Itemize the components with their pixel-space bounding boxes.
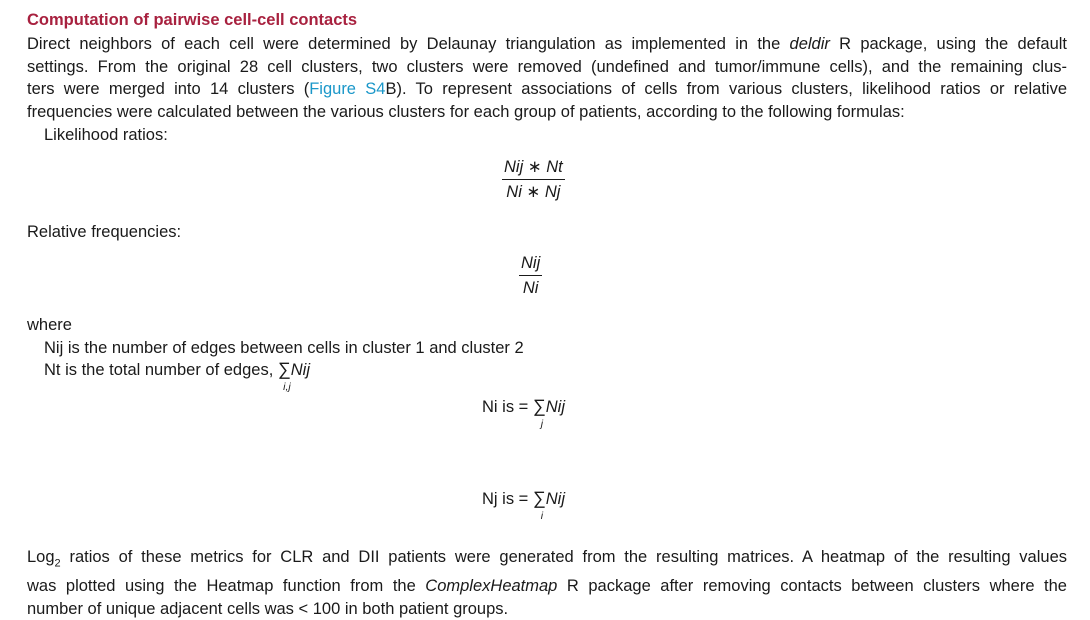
nj-sum	[533, 488, 565, 521]
nt-definition	[44, 359, 310, 392]
relative-formula	[519, 253, 542, 298]
sum-index: i	[540, 509, 544, 522]
text-run: B). To represent associations of cells from various clusters, likelihood ratios or relative	[385, 80, 1067, 99]
nij-definition: Nij is the number of edges between cells in cluster 1 and cluster 2	[44, 339, 524, 357]
sum-variable: Nij	[545, 398, 565, 416]
ni-text: Ni is =	[482, 398, 533, 416]
sigma-icon: ∑	[532, 396, 546, 416]
sigma-icon: ∑	[532, 488, 546, 508]
relative-label: Relative frequencies:	[27, 223, 182, 241]
text-run: ratios of these metrics for CLR and DII patients were generated from the resulting matrices. A heatmap of the resulting values	[60, 548, 1067, 566]
text-run: Direct neighbors of each cell were determined by Delaunay triangulation as implemented in the	[27, 35, 790, 53]
text-run: Log	[27, 548, 55, 566]
text-run: R package after removing contacts between clusters where the	[557, 577, 1067, 595]
likelihood-denominator: Ni ∗ Nj	[506, 183, 561, 201]
nj-formula	[482, 488, 565, 521]
package-name-complexheatmap: ComplexHeatmap	[425, 577, 558, 595]
sum-variable: Nij	[545, 490, 565, 508]
ni-sum	[533, 396, 565, 429]
paragraph-line	[27, 546, 1067, 575]
text-run: ters were merged into 14 clusters (	[27, 80, 310, 99]
sum-index: j	[540, 417, 544, 430]
log-subscript: 2	[54, 557, 61, 570]
section-heading: Computation of pairwise cell-cell contacts	[27, 11, 358, 29]
likelihood-label: Likelihood ratios:	[44, 126, 168, 144]
sum-index: i,j	[283, 380, 291, 393]
paragraph-line	[27, 575, 1067, 598]
text-run: R package, using the default	[829, 35, 1067, 53]
results-paragraph	[27, 546, 1067, 620]
where-label: where	[27, 316, 72, 334]
paragraph-line	[27, 78, 1067, 101]
likelihood-numerator: Nij ∗ Nt	[502, 157, 565, 180]
paragraph-line: settings. From the original 28 cell clusters, two clusters were removed (undefined and tumor/immune cells), and the remaining clus-	[27, 57, 1067, 76]
methods-paragraph	[27, 33, 1067, 124]
paragraph-line: frequencies were calculated between the various clusters for each group of patients, according to the following formulas:	[27, 103, 905, 122]
relative-denominator: Ni	[522, 279, 539, 297]
package-name-deldir: deldir	[789, 35, 830, 53]
sum-variable: Nij	[290, 361, 310, 379]
likelihood-formula	[502, 157, 565, 202]
nt-sum	[278, 359, 310, 392]
paragraph-line	[27, 33, 1067, 56]
text-run: was plotted using the Heatmap function from the	[27, 577, 426, 595]
relative-numerator: Nij	[519, 253, 542, 276]
nt-text: Nt is the total number of edges,	[44, 361, 278, 379]
paragraph-line: number of unique adjacent cells was < 100 in both patient groups.	[27, 599, 509, 618]
sigma-icon: ∑	[277, 359, 291, 379]
nj-text: Nj is =	[482, 490, 533, 508]
figure-link[interactable]: Figure S4	[309, 80, 386, 99]
ni-formula	[482, 396, 565, 429]
